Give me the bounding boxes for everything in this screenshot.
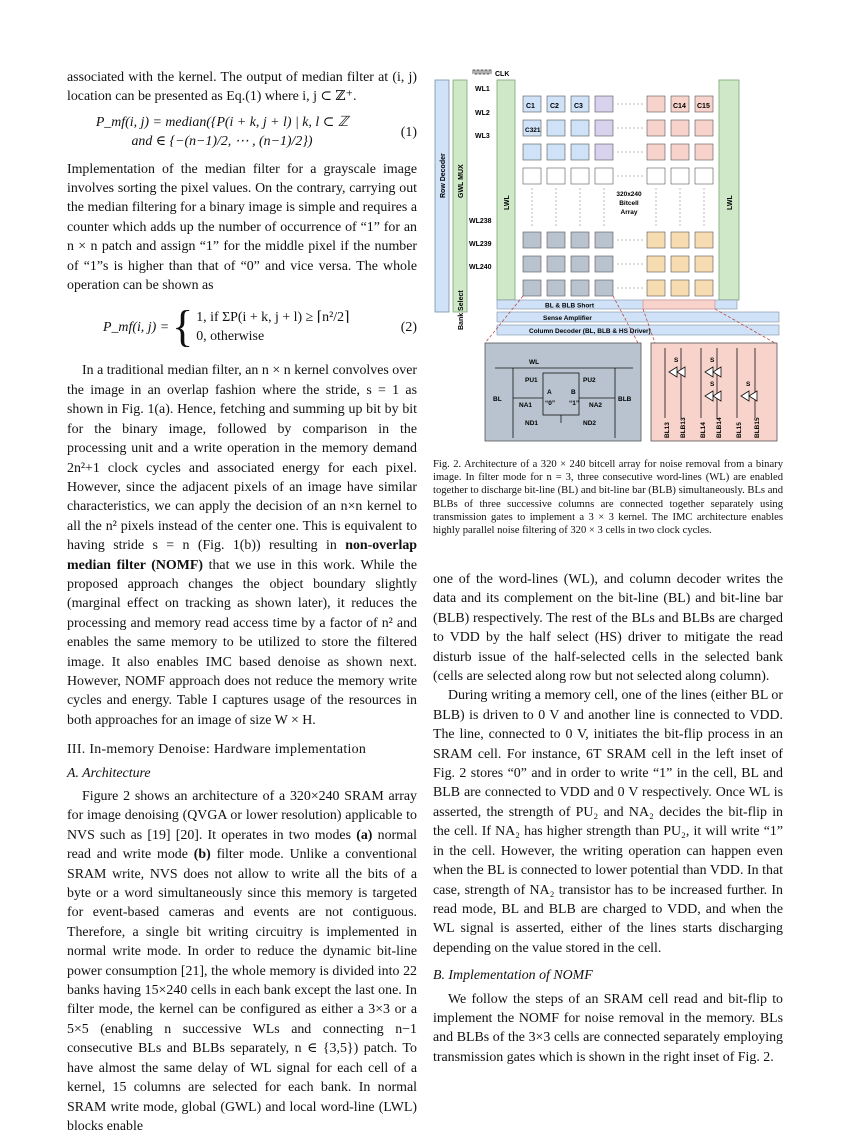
wl240-label: WL240	[469, 264, 492, 271]
switch-label: S	[710, 357, 715, 364]
array-label-3: Array	[620, 209, 638, 216]
subsection-heading: A. Architecture	[67, 765, 151, 781]
equation-2-lhs: P_mf(i, j) =	[103, 319, 170, 335]
sense-amplifier-bar	[497, 312, 779, 322]
c1-label: C1	[526, 103, 535, 110]
blb14-label: BLB14	[716, 417, 723, 438]
brace-icon: {	[172, 302, 194, 352]
cell-blb-label: BLB	[618, 396, 632, 403]
array-label-2: Bitcell	[619, 200, 639, 207]
na2-label: NA2	[589, 402, 603, 409]
lwl-block-right	[719, 80, 739, 300]
stored-one-label: “1”	[569, 400, 580, 407]
architecture-diagram	[433, 68, 783, 443]
clock-waveform-icon	[473, 70, 491, 74]
nd2-label: ND2	[583, 420, 597, 427]
equation-2-case2: 0, otherwise	[196, 329, 265, 345]
bold-term: non-overlap median filter (NOMF)	[67, 538, 417, 573]
paragraph: one of the word-lines (WL), and column decoder writes the data and its complement on the bit-line (BL) and bit-line bar (BLB) respectively. The rest of the BLs and BLBs are charged to VDD by the half select (HS) driver to mitigate the read disturb issue of the half-selected cells in the selected bank (cells are selected along row but not selected along column).	[433, 572, 783, 685]
wl3-label: WL3	[475, 133, 490, 140]
switch-label: S	[710, 381, 715, 388]
cell-wl-label: WL	[529, 359, 540, 366]
text: that we use in this work. While the proposed approach changes the object boundary slightly (marginal effect on tracking as shown later), it reduces the processing and memory read access time by a factor of n² and enables the same memory to be utilized to store the filtered image. It also enables IMC based denoise as shown next. However, NOMF approach does not reduce the memory write cycles and energy. Table I captures usage of the resources in both approaches for an image of size W × H.	[67, 557, 418, 728]
blb13-label: BLB13	[680, 417, 687, 438]
column-decoder-label: Column Decoder (BL, BLB & HS Driver)	[529, 328, 651, 335]
equation-1-line2: and ∈ {−(n−1)/2, ⋯ , (n−1)/2})	[131, 134, 313, 150]
equation-2-case1: 1, if ΣP(i + k, j + l) ≥ ⌈n²/2⌉	[196, 310, 350, 326]
na1-label: NA1	[519, 402, 533, 409]
equation-number: (1)	[400, 124, 417, 140]
c14-label: C14	[673, 103, 686, 110]
wl239-label: WL239	[469, 241, 492, 248]
bank-select-label: Bank Select	[458, 290, 465, 330]
tg-bank-highlight	[643, 300, 715, 309]
section-heading: III. In-memory Denoise: Hardware implementation	[67, 742, 367, 758]
switch-label: S	[746, 381, 751, 388]
lwl-block-left	[497, 80, 515, 300]
wl238-label: WL238	[469, 218, 492, 225]
array-label-1: 320x240	[616, 191, 642, 198]
equation-number: (2)	[400, 319, 417, 335]
lwl-label-right: LWL	[727, 195, 734, 210]
paragraph	[67, 361, 417, 730]
bl15-label: BL15	[736, 422, 743, 438]
c321-label: C321	[525, 127, 541, 134]
nd1-label: ND1	[525, 420, 539, 427]
bl-short-label: BL & BLB Short	[545, 302, 594, 310]
paragraph: associated with the kernel. The output of median filter at (i, j) location can be presented as Eq.(1) where i, j ⊂ ℤ⁺.	[67, 70, 417, 105]
cell-bl-label: BL	[493, 396, 502, 403]
switch-label: S	[674, 357, 679, 364]
equation-1	[67, 113, 417, 152]
c3-label: C3	[574, 103, 583, 110]
row-decoder-label: Row Decoder	[440, 153, 447, 198]
text: filter mode. Unlike a conventional SRAM write, NVS does not allow to write all the bits of a byte or a word simultaneously since this memory is targeted for event-based cameras and events are not contiguous. Therefore, a single bit writing circuitry is implemented in normal write mode. In order to reduce the dynamic bit-line power consumption [21], the whole memory is divided into 22 banks having 15×240 cells in each bank except the last one. In filter mode, the kernel can be configured as either a 3×3 or a 5×5 (enabling n successive WLs and connecting n−1 consecutive BLs and BLBs separately, n ∈ {3,5}) patch. To have almost the same delay of WL signal for each cell of a kernel, 15 columns are selected for each bank. In normal SRAM write mode, global (GWL) and local word-line (LWL) blocks enable	[67, 847, 417, 1134]
wl1-label: WL1	[475, 86, 490, 93]
figure-2	[433, 68, 783, 443]
c15-label: C15	[697, 103, 710, 110]
clk-label: CLK	[495, 71, 510, 78]
stored-zero-label: “0”	[545, 400, 556, 407]
gwl-mux-label: GWL MUX	[458, 164, 465, 198]
subsection-heading: B. Implementation of NOMF	[433, 968, 593, 984]
pu1-label: PU1	[525, 377, 538, 384]
blb15-label: BLB15	[754, 417, 761, 438]
bold-term: (b)	[193, 847, 211, 863]
sense-amp-label: Sense Amplifier	[543, 315, 592, 322]
paragraph	[67, 787, 417, 1136]
c2-label: C2	[550, 103, 559, 110]
left-column	[67, 68, 417, 1136]
equation-2	[67, 302, 417, 352]
paragraph: We follow the steps of an SRAM cell read and bit-flip to implement the NOMF for noise removal in the memory. BLs and BLBs of the 3×3 cells are connected separately employing transmission gates which is shown in the right inset of Fig. 2.	[433, 991, 783, 1065]
lwl-label-left: LWL	[504, 195, 511, 210]
figure-caption: Fig. 2. Architecture of a 320 × 240 bitcell array for noise removal from a binary image. In filter mode for n = 3, three consecutive word-lines (WL) are enabled together to discharge bit-line (BL) and bit-line bar (BLB) simultaneously. BLs and BLBs of three successive columns are connected together separately using transmission gates to implement a 3 × 3 kernel. The IMC architecture enables highly parallel noise filtering of 320 × 3 cells in two clock cycles.	[433, 459, 783, 537]
text: In a traditional median filter, an n × n kernel convolves over the image in an overlap fashion where the stride, s = 1 as shown in Fig. 1(a). Hence, fetching and summing up bit by bit for the binary image, followed by comparison in the processing unit and a write operation in the memory demand 2n²+1 clock cycles and associated energy for each pixel. However, since the adjacent pixels of an image have similar characteristics, we can apply the decision of an n×n kernel to all the n² pixels instead of the center one. This is equivalent to having stride s = n (Fig. 1(b)) resulting in	[67, 363, 417, 554]
bold-term: (a)	[356, 827, 373, 843]
text: normal read and write mode	[67, 827, 417, 863]
sram-cell-inset	[485, 343, 641, 441]
paragraph: Implementation of the median filter for a grayscale image involves sorting the pixel values. On the contrary, carrying out the median filtering for a binary image is simple and requires a counter which adds up the number of occurrence of “1” for an n × n patch and assign “1” for the middle pixel if the number of “1”s is higher than that of “0” and vice versa. The whole operation can be shown as	[67, 161, 417, 294]
bl13-label: BL13	[664, 422, 671, 438]
equation-1-line1: P_mf(i, j) = median({P(i + k, j + l) | k, l ⊂ ℤ	[95, 114, 349, 130]
wl2-label: WL2	[475, 110, 490, 117]
node-a-label: A	[547, 389, 552, 396]
paragraph: During writing a memory cell, one of the lines (either BL or BLB) is driven to 0 V and another line is connected to VDD. The line, connected to 0 V, initiates the bit-flip process in an SRAM cell. For instance, 6T SRAM cell in the left inset of Fig. 2 stores “0” and in order to write “1” in the cell, BL and BLB are connected to VDD and 0 V respectively. Once WL is asserted, the strength of PU₂ and NA₂ decides the bit-flip in the cell. If NA₂ has higher strength than PU₂, it will write “1” in the cell. However, the writing operation can happen even when the BL is connected to lower potential than VDD. In that case, strength of NA₂ transistor has to be increased further. In read mode, BL and BLB are charged to VDD, and when the WL signal is asserted, either of the lines starts discharging depending on the value stored in the cell.	[433, 688, 783, 956]
text: Figure 2 shows an architecture of a 320×240 SRAM array for image denoising (QVGA or lower resolution) applicable to NVS such as [19] [20]. It operates in two modes	[67, 789, 417, 843]
pu2-label: PU2	[583, 377, 596, 384]
right-column	[433, 570, 783, 1067]
node-b-label: B	[571, 389, 576, 396]
bl14-label: BL14	[700, 422, 707, 438]
